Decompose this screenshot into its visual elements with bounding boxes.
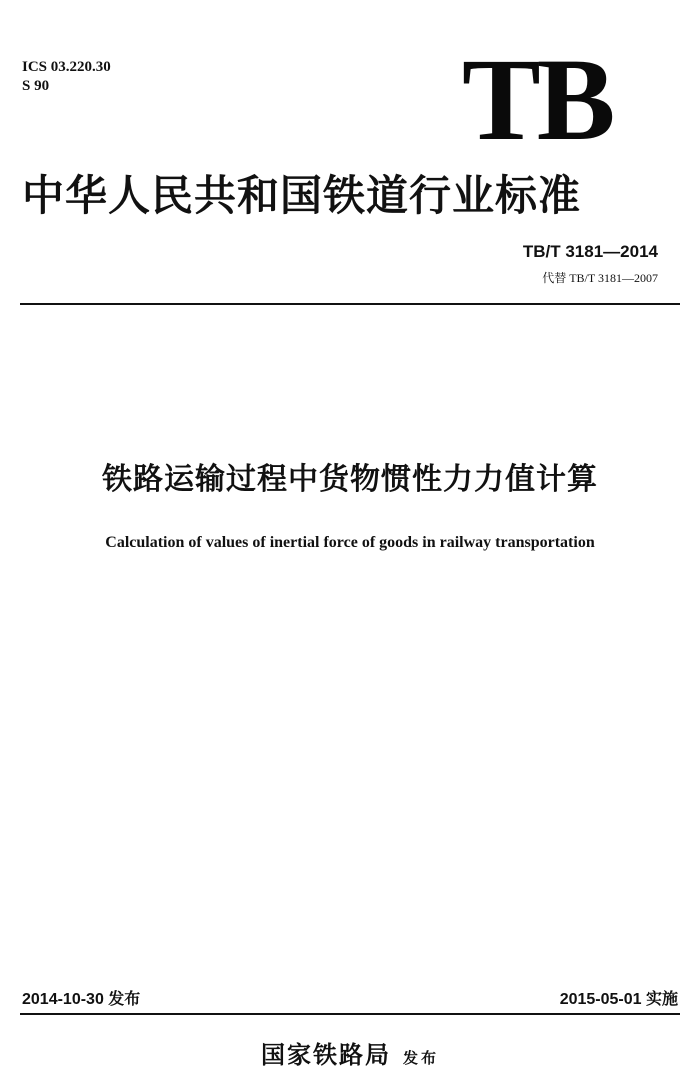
classification-block [22,58,111,96]
document-title-english: Calculation of values of inertial force of goods in railway transportation [105,534,595,551]
classification-code: S 90 [22,78,50,94]
issuer-line [0,1035,700,1070]
issuer-action: 发布 [402,1049,439,1067]
implementation-date: 2015-05-01 实施 [559,991,678,1008]
standard-number: TB/T 3181—2014 [522,242,658,261]
bottom-divider [20,1013,680,1015]
top-divider [20,303,680,305]
ics-code: ICS 03.220.30 [22,59,111,75]
issuer-name: 国家铁路局 [260,1040,391,1069]
replaces-note: 代替 TB/T 3181—2007 [542,271,658,285]
standard-name: 中华人民共和国铁道行业标准 [22,171,582,220]
document-title-chinese: 铁路运输过程中货物惯性力力值计算 [102,462,598,497]
tb-logo: TB [462,34,612,165]
issue-date: 2014-10-30 发布 [22,991,141,1008]
